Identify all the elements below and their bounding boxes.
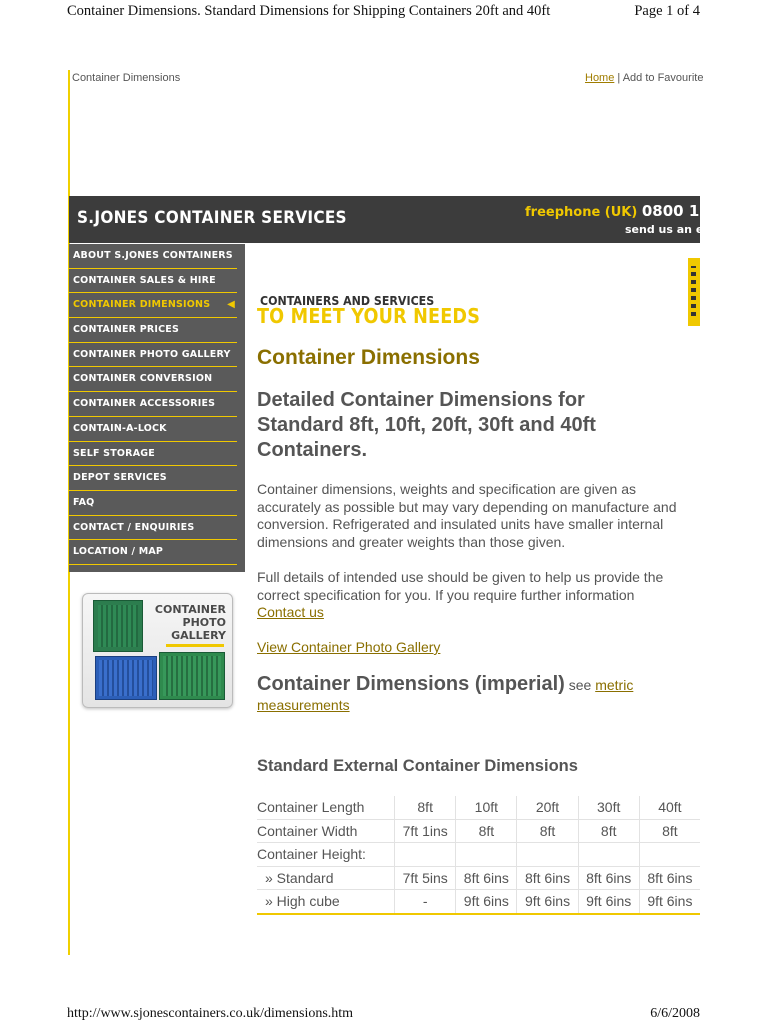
sidebar-item-label: CONTAINER CONVERSION (73, 373, 213, 385)
print-url: http://www.sjonescontainers.co.uk/dimensions.htm (67, 1006, 354, 1021)
intro-paragraph: Container dimensions, weights and specification are given as accurately as possible but may vary depending on manufacture and conversion. Refrigerated and insulated units have smaller internal dimensions and greater weights than those given. (257, 481, 677, 550)
sidebar-item[interactable] (69, 244, 237, 269)
page-title: Container Dimensions (257, 346, 480, 369)
table-cell (517, 843, 578, 867)
table-cell: 8ft 6ins (456, 866, 517, 890)
table-cell (578, 843, 639, 867)
tagline-small: CONTAINERS AND SERVICES (260, 294, 435, 308)
external-dimensions-heading: Standard External Container Dimensions (257, 757, 578, 775)
table-cell: 8ft 6ins (578, 866, 639, 890)
arrow-left-icon: ◀ (227, 299, 235, 311)
sidebar-item[interactable] (69, 442, 237, 467)
gallery-promo-line2: PHOTO (182, 616, 226, 629)
home-link[interactable]: Home (585, 72, 615, 84)
table-cell: 8ft 6ins (517, 866, 578, 890)
print-header (0, 0, 768, 26)
row-label: » High cube (257, 890, 395, 914)
table-cell: 9ft 6ins (517, 890, 578, 914)
table-cell: - (395, 890, 456, 914)
table-row (257, 796, 700, 819)
table-cell: 40ft (639, 796, 700, 819)
sidebar-item[interactable] (69, 269, 237, 294)
sidebar-item-label: DEPOT SERVICES (73, 472, 167, 484)
table-cell: 9ft 6ins (639, 890, 700, 914)
sidebar-item[interactable] (69, 392, 237, 417)
breadcrumb: Container Dimensions (72, 72, 181, 84)
table-row (257, 819, 700, 843)
table-cell: 30ft (578, 796, 639, 819)
gallery-promo-text (155, 603, 226, 642)
table-cell: 7ft 1ins (395, 819, 456, 843)
contact-us-link[interactable]: Contact us (257, 604, 324, 620)
table-cell: 9ft 6ins (578, 890, 639, 914)
freephone (525, 202, 736, 220)
dimensions-table (257, 796, 700, 915)
sidebar-item-label: FAQ (73, 496, 95, 508)
table-cell: 8ft (639, 819, 700, 843)
blue-container-image (95, 656, 157, 700)
freephone-label: freephone (UK) (525, 205, 638, 220)
sidebar-item-label: CONTAINER ACCESSORIES (73, 398, 216, 410)
table-cell: 8ft (517, 819, 578, 843)
green-container-image-2 (159, 652, 225, 700)
table-row (257, 843, 700, 867)
table-cell: 9ft 6ins (456, 890, 517, 914)
add-to-favourites-link[interactable]: Add to Favourite (622, 72, 704, 84)
sidebar-item[interactable] (69, 293, 237, 318)
sidebar-item-label: LOCATION / MAP (73, 546, 164, 558)
sidebar-item-label: CONTAINER DIMENSIONS (73, 299, 211, 311)
dimensions-table-wrap (257, 796, 700, 915)
page-subtitle: Detailed Container Dimensions for Standard 8ft, 10ft, 20ft, 30ft and 40ft Containers. (257, 389, 596, 461)
top-links (585, 72, 704, 84)
sidebar-item-label: CONTAINER PHOTO GALLERY (73, 348, 231, 360)
gallery-promo-underline (166, 644, 224, 647)
top-links-separator: | (614, 72, 623, 84)
main-content (257, 290, 700, 910)
photo-gallery-promo[interactable] (82, 593, 233, 708)
imperial-heading-text: Container Dimensions (imperial) (257, 673, 565, 695)
row-label: Container Width (257, 819, 395, 843)
sidebar-nav (69, 244, 245, 572)
table-cell (639, 843, 700, 867)
table-cell: 8ft (395, 796, 456, 819)
site-banner (69, 196, 736, 243)
see-text: see (568, 677, 592, 693)
print-date: 6/6/2008 (650, 1006, 700, 1021)
table-cell (395, 843, 456, 867)
table-cell: 10ft (456, 796, 517, 819)
table-row (257, 890, 700, 914)
sidebar-item-label: ABOUT S.JONES CONTAINERS (73, 250, 233, 261)
print-title: Container Dimensions. Standard Dimensions for Shipping Containers 20ft and 40ft (67, 3, 551, 19)
sidebar-item[interactable] (69, 318, 237, 343)
view-gallery-link[interactable]: View Container Photo Gallery (257, 639, 441, 655)
sidebar-item[interactable] (69, 367, 237, 392)
table-cell: 7ft 5ins (395, 866, 456, 890)
row-label: Container Height: (257, 843, 395, 867)
sidebar-item-label: CONTAIN-A-LOCK (73, 422, 167, 434)
row-label: Container Length (257, 796, 395, 819)
email-link[interactable]: send us an e (625, 223, 704, 236)
sidebar-item-label: SELF STORAGE (73, 447, 155, 459)
green-container-image (93, 600, 143, 652)
sidebar-item[interactable] (69, 343, 237, 368)
sidebar-item-label: CONTACT / ENQUIRIES (73, 521, 195, 533)
row-label: » Standard (257, 866, 395, 890)
page-number: Page 1 of 4 (634, 3, 700, 19)
sidebar-item[interactable] (69, 417, 237, 442)
table-cell: 8ft 6ins (639, 866, 700, 890)
freephone-number: 0800 195 4 (641, 202, 736, 220)
details-paragraph (257, 569, 697, 622)
table-cell (456, 843, 517, 867)
site-logo-text[interactable]: S.JONES CONTAINER SERVICES (77, 208, 347, 228)
sidebar-item[interactable] (69, 516, 237, 541)
imperial-heading (257, 674, 697, 715)
gallery-promo-line1: CONTAINER (154, 603, 226, 616)
gallery-promo-line3: GALLERY (171, 629, 226, 642)
sidebar-item[interactable] (69, 540, 237, 565)
tagline-big: TO MEET YOUR NEEDS (257, 304, 481, 328)
sidebar-item-label: CONTAINER SALES & HIRE (73, 274, 216, 286)
table-cell: 8ft (578, 819, 639, 843)
table-cell: 8ft (456, 819, 517, 843)
sidebar-item[interactable] (69, 466, 237, 491)
table-cell: 20ft (517, 796, 578, 819)
metric-measurements-link[interactable]: metric measurements (257, 677, 634, 713)
tagline (257, 290, 700, 334)
sidebar-item-label: CONTAINER PRICES (73, 324, 180, 336)
details-text: Full details of intended use should be given to help us provide the correct specification for you. If you require further information (257, 569, 664, 603)
table-row (257, 866, 700, 890)
sidebar-item[interactable] (69, 491, 237, 516)
